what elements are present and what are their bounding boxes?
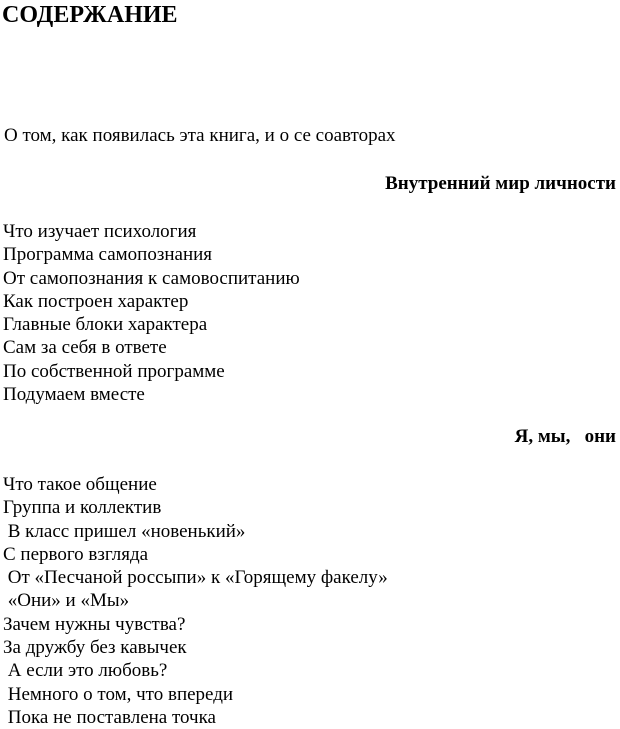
toc-item: С первого взгляда (3, 543, 149, 565)
toc-item: Зачем нужны чувства? (3, 613, 186, 635)
toc-item: Как построен характер (3, 290, 189, 312)
toc-item: По собственной программе (3, 360, 225, 382)
toc-item: Немного о том, что впереди (3, 683, 234, 705)
toc-intro-entry: О том, как появилась эта книга, и о се соавторах (4, 125, 396, 146)
section-title-we-they: Я, мы, они (514, 426, 616, 447)
toc-item: От самопознания к самовоспитанию (3, 267, 300, 289)
toc-item: Сам за себя в ответе (3, 337, 167, 359)
toc-item: Группа и коллектив (3, 497, 162, 519)
toc-item: Что изучает психология (3, 221, 197, 242)
toc-item: От «Песчаной россыпи» к «Горящему факелу» (3, 567, 388, 589)
toc-item: Что такое общение (3, 474, 157, 495)
page-title: СОДЕРЖАНИЕ (2, 2, 178, 28)
toc-item: «Они» и «Мы» (3, 590, 130, 612)
toc-item: За дружбу без кавычек (3, 637, 187, 659)
toc-list-inner-world (3, 220, 300, 406)
toc-item: Пока не поставлена точка (3, 706, 216, 728)
toc-item: Главные блоки характера (3, 314, 208, 336)
toc-item: В класс пришел «новенький» (3, 520, 246, 542)
toc-list-we-they (3, 473, 388, 729)
toc-item: А если это любовь? (3, 660, 168, 682)
section-title-inner-world: Внутренний мир личности (385, 173, 616, 194)
toc-item: Подумаем вместе (3, 384, 145, 406)
toc-item: Программа самопознания (3, 244, 213, 266)
